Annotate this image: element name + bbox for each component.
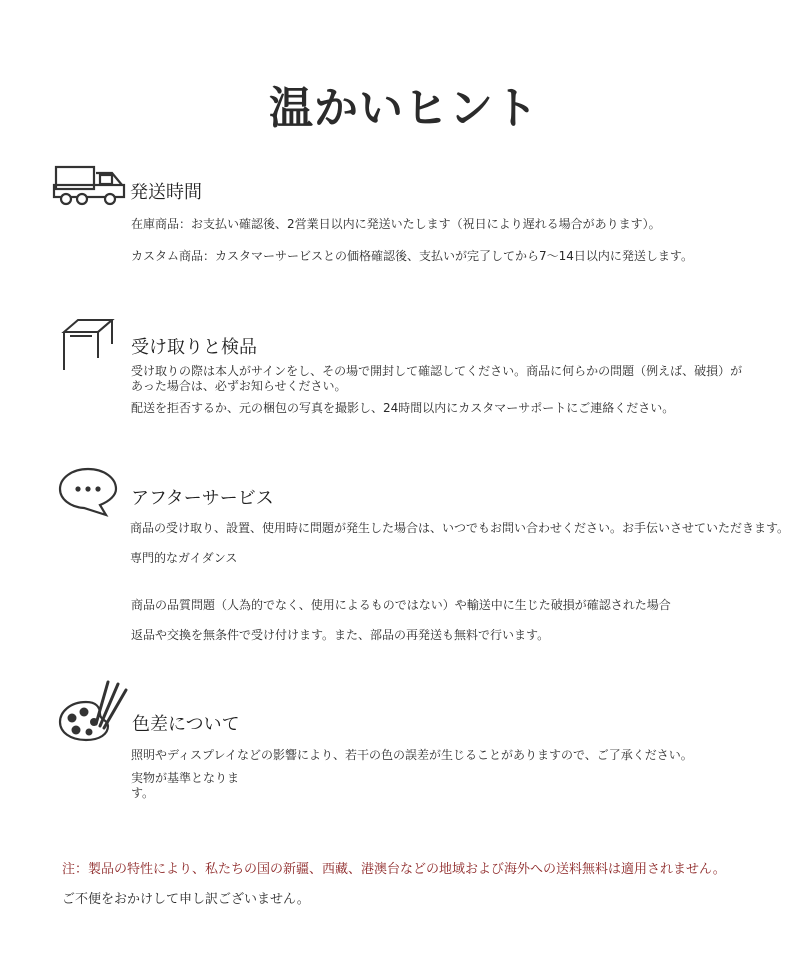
box-icon — [58, 318, 118, 376]
after-service-heading: アフターサービス — [131, 488, 274, 509]
palette-icon — [56, 678, 132, 744]
guidance-text: 専門的なガイダンス — [130, 551, 238, 565]
in-stock-text: 在庫商品：お支払い確認後、2営業日以内に発送いたします（祝日により遅れる場合があります）。 — [131, 217, 661, 231]
shipping-exclusion-note: 注：製品の特性により、私たちの国の新疆、西藏、港澳台などの地域および海外への送料無料は適用されません。 — [62, 862, 726, 877]
page-title: 温かいヒント — [269, 83, 539, 134]
shipping-time-heading: 発送時間 — [130, 182, 202, 203]
signature-inspection-text: 受け取りの際は本人がサインをし、その場で開封して確認してください。商品に何らかの問題（例えば、破損）があった場合は、必ずお知らせください。 — [131, 364, 743, 393]
custom-product-text: カスタム商品：カスタマーサービスとの価格確認後、支払いが完了してから7〜14日以内に発送します。 — [131, 249, 693, 263]
lighting-display-text: 照明やディスプレイなどの影響により、若干の色の誤差が生じることがありますので、ご了承ください。 — [131, 748, 693, 762]
contact-us-text: 商品の受け取り、設置、使用時に問題が発生した場合は、いつでもお問い合わせください。お手伝いさせていただきます。 — [130, 521, 790, 535]
truck-icon — [52, 163, 128, 207]
apology-note: ご不便をおかけして申し訳ございません。 — [62, 892, 310, 907]
chat-bubble-icon — [56, 465, 120, 519]
refuse-delivery-text: 配送を拒否するか、元の梱包の写真を撮影し、24時間以内にカスタマーサポートにご連絡ください。 — [131, 401, 675, 415]
return-exchange-text: 返品や交換を無条件で受け付けます。また、部品の再発送も無料で行います。 — [131, 628, 550, 642]
quality-issue-text: 商品の品質問題（人為的でなく、使用によるものではない）や輸送中に生じた破損が確認された場合 — [131, 598, 671, 612]
actual-item-text: 実物が基準となります。 — [131, 771, 240, 800]
receipt-inspection-heading: 受け取りと検品 — [131, 337, 257, 358]
color-difference-heading: 色差について — [132, 714, 240, 735]
